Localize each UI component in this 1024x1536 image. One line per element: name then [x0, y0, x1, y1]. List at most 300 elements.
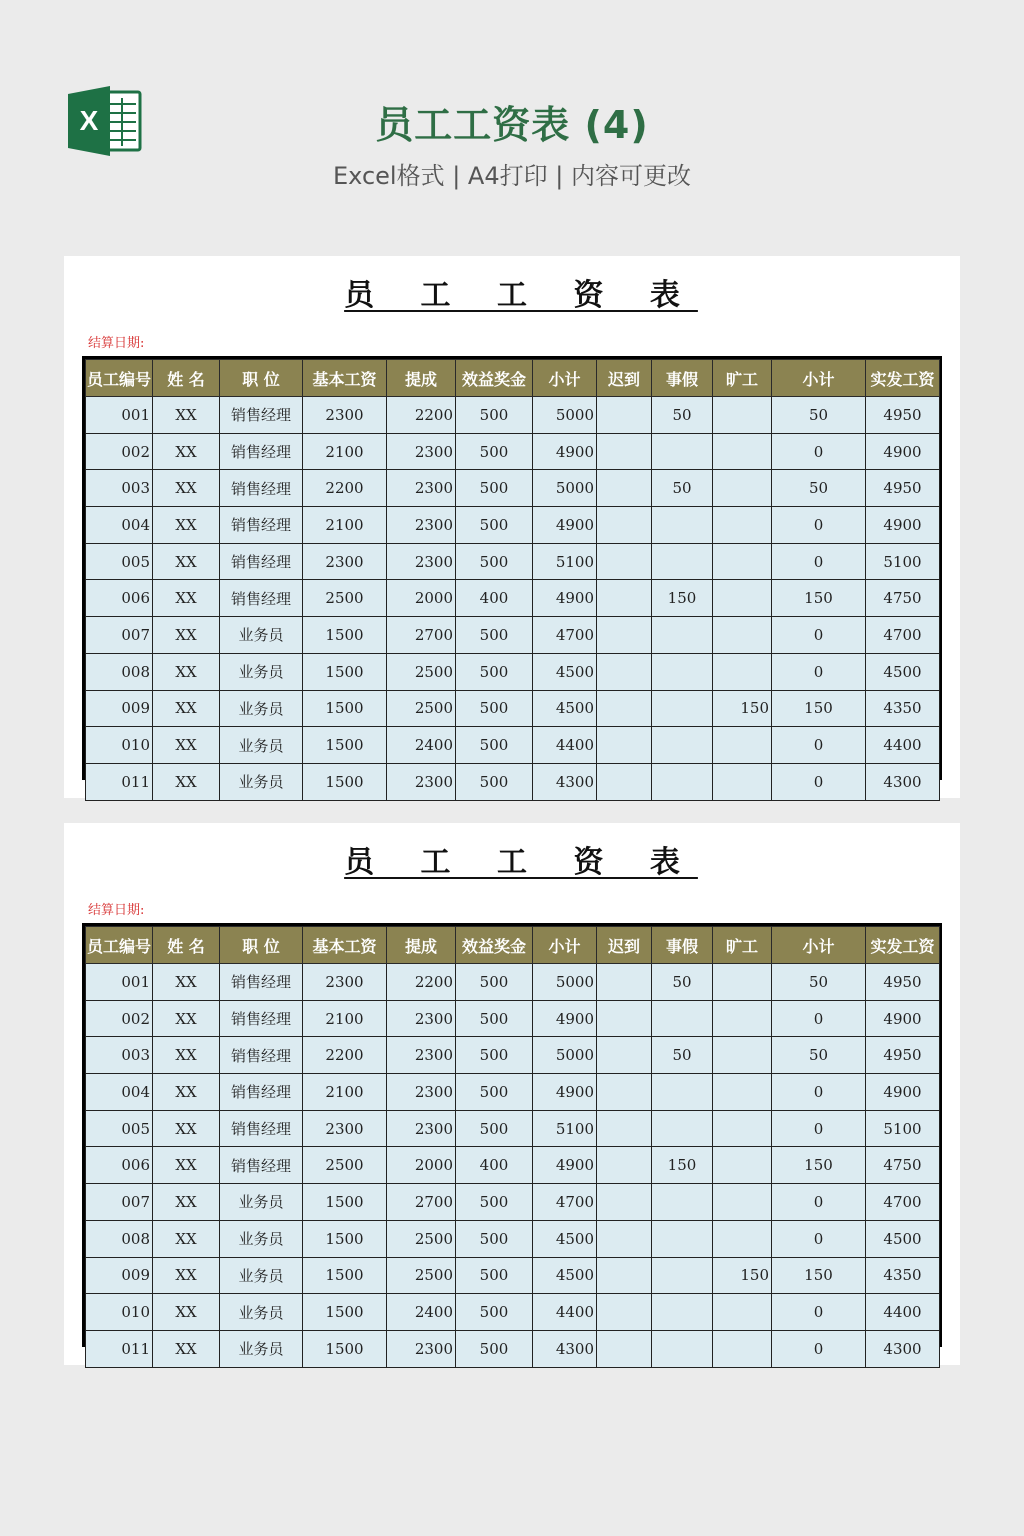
- table-cell[interactable]: 006: [86, 580, 153, 617]
- table-cell[interactable]: 2200: [303, 470, 387, 507]
- table-cell[interactable]: 2300: [387, 763, 456, 800]
- table-cell[interactable]: 销售经理: [220, 1000, 303, 1037]
- table-cell[interactable]: 007: [86, 617, 153, 654]
- table-cell[interactable]: 销售经理: [220, 1074, 303, 1111]
- table-cell[interactable]: [597, 1257, 652, 1294]
- table-cell[interactable]: 50: [652, 397, 713, 434]
- table-cell[interactable]: [713, 397, 772, 434]
- table-cell[interactable]: 销售经理: [220, 580, 303, 617]
- table-cell[interactable]: [597, 964, 652, 1001]
- column-header: 提成: [387, 927, 456, 964]
- table-cell[interactable]: 50: [772, 470, 866, 507]
- table-cell[interactable]: 001: [86, 964, 153, 1001]
- page-subtitle: Excel格式 | A4打印 | 内容可更改: [333, 162, 691, 190]
- table-row: [86, 470, 940, 507]
- table-cell[interactable]: 4300: [533, 763, 597, 800]
- table-cell[interactable]: XX: [153, 543, 220, 580]
- table-cell[interactable]: 4900: [533, 507, 597, 544]
- table-cell[interactable]: 500: [456, 1294, 533, 1331]
- table-cell[interactable]: XX: [153, 964, 220, 1001]
- table-cell[interactable]: 010: [86, 1294, 153, 1331]
- table-cell[interactable]: [597, 727, 652, 764]
- table-cell[interactable]: 4500: [533, 653, 597, 690]
- table-cell[interactable]: 0: [772, 1184, 866, 1221]
- table-cell[interactable]: XX: [153, 1330, 220, 1367]
- table-cell[interactable]: [713, 1037, 772, 1074]
- table-cell[interactable]: 2000: [387, 580, 456, 617]
- table-cell[interactable]: 2400: [387, 727, 456, 764]
- table-cell[interactable]: [713, 1147, 772, 1184]
- table-cell[interactable]: 销售经理: [220, 507, 303, 544]
- table-cell[interactable]: [597, 1147, 652, 1184]
- table-cell[interactable]: 2300: [303, 964, 387, 1001]
- table-cell[interactable]: 008: [86, 653, 153, 690]
- column-header: 迟到: [597, 360, 652, 397]
- table-cell[interactable]: 4500: [866, 1220, 940, 1257]
- table-cell[interactable]: 1500: [303, 1257, 387, 1294]
- table-cell[interactable]: [652, 1294, 713, 1331]
- table-cell[interactable]: 4400: [533, 727, 597, 764]
- table-cell[interactable]: 5000: [533, 1037, 597, 1074]
- table-cell[interactable]: [597, 1110, 652, 1147]
- column-header: 员工编号: [86, 360, 153, 397]
- table-cell[interactable]: 002: [86, 433, 153, 470]
- table-cell[interactable]: 2500: [303, 1147, 387, 1184]
- table-cell[interactable]: 2300: [303, 397, 387, 434]
- table-cell[interactable]: 2300: [387, 1074, 456, 1111]
- table-cell[interactable]: 销售经理: [220, 1147, 303, 1184]
- table-row: [86, 580, 940, 617]
- table-cell[interactable]: 50: [652, 964, 713, 1001]
- salary-table-container: [82, 923, 942, 1359]
- table-cell[interactable]: 2700: [387, 1184, 456, 1221]
- column-header: 旷工: [713, 360, 772, 397]
- table-cell[interactable]: 500: [456, 1330, 533, 1367]
- table-cell[interactable]: 50: [772, 1037, 866, 1074]
- table-cell[interactable]: [652, 1257, 713, 1294]
- column-header: 小计: [772, 927, 866, 964]
- table-cell[interactable]: 4900: [533, 1074, 597, 1111]
- table-cell[interactable]: 0: [772, 653, 866, 690]
- table-cell[interactable]: 5000: [533, 964, 597, 1001]
- column-header: 实发工资: [866, 927, 940, 964]
- table-cell[interactable]: 业务员: [220, 617, 303, 654]
- table-cell[interactable]: 0: [772, 1220, 866, 1257]
- table-cell[interactable]: 500: [456, 543, 533, 580]
- table-cell[interactable]: [652, 433, 713, 470]
- table-cell[interactable]: 业务员: [220, 727, 303, 764]
- table-cell[interactable]: XX: [153, 617, 220, 654]
- table-cell[interactable]: 1500: [303, 1184, 387, 1221]
- table-cell[interactable]: 500: [456, 617, 533, 654]
- table-cell[interactable]: 500: [456, 1220, 533, 1257]
- table-cell[interactable]: 1500: [303, 727, 387, 764]
- table-cell[interactable]: 销售经理: [220, 964, 303, 1001]
- column-header: 小计: [533, 927, 597, 964]
- table-cell[interactable]: XX: [153, 433, 220, 470]
- table-cell[interactable]: 2500: [387, 653, 456, 690]
- table-cell[interactable]: 003: [86, 1037, 153, 1074]
- table-cell[interactable]: [652, 617, 713, 654]
- table-cell[interactable]: 4700: [866, 1184, 940, 1221]
- table-cell[interactable]: [713, 727, 772, 764]
- table-cell[interactable]: 0: [772, 1294, 866, 1331]
- table-cell[interactable]: 150: [772, 580, 866, 617]
- table-cell[interactable]: [652, 1000, 713, 1037]
- table-cell[interactable]: [652, 1220, 713, 1257]
- table-cell[interactable]: [597, 617, 652, 654]
- table-cell[interactable]: 500: [456, 1037, 533, 1074]
- table-cell[interactable]: [652, 727, 713, 764]
- table-cell[interactable]: 400: [456, 1147, 533, 1184]
- table-cell[interactable]: 4900: [866, 433, 940, 470]
- table-cell[interactable]: 150: [713, 690, 772, 727]
- table-cell[interactable]: 009: [86, 690, 153, 727]
- table-cell[interactable]: 500: [456, 433, 533, 470]
- table-cell[interactable]: 005: [86, 1110, 153, 1147]
- table-cell[interactable]: 500: [456, 397, 533, 434]
- table-cell[interactable]: XX: [153, 580, 220, 617]
- table-cell[interactable]: 006: [86, 1147, 153, 1184]
- table-cell[interactable]: [713, 1220, 772, 1257]
- table-row: [86, 1074, 940, 1111]
- table-cell[interactable]: 010: [86, 727, 153, 764]
- table-cell[interactable]: 1500: [303, 653, 387, 690]
- table-cell[interactable]: 009: [86, 1257, 153, 1294]
- table-cell[interactable]: 0: [772, 1074, 866, 1111]
- table-cell[interactable]: [597, 1184, 652, 1221]
- column-header: 效益奖金: [456, 360, 533, 397]
- salary-sheet-2: [64, 823, 960, 1365]
- table-row: [86, 1037, 940, 1074]
- table-cell[interactable]: 500: [456, 763, 533, 800]
- table-cell[interactable]: 50: [652, 470, 713, 507]
- table-cell[interactable]: 2100: [303, 433, 387, 470]
- table-cell[interactable]: XX: [153, 690, 220, 727]
- table-cell[interactable]: 500: [456, 470, 533, 507]
- table-cell[interactable]: 业务员: [220, 653, 303, 690]
- table-cell[interactable]: 005: [86, 543, 153, 580]
- table-cell[interactable]: 2500: [387, 690, 456, 727]
- table-cell[interactable]: [713, 1110, 772, 1147]
- table-cell[interactable]: 011: [86, 763, 153, 800]
- table-cell[interactable]: [713, 964, 772, 1001]
- table-cell[interactable]: 4900: [533, 433, 597, 470]
- column-header: 小计: [772, 360, 866, 397]
- table-cell[interactable]: [597, 653, 652, 690]
- table-cell[interactable]: 150: [772, 1257, 866, 1294]
- table-cell[interactable]: [597, 1074, 652, 1111]
- table-cell[interactable]: [713, 1294, 772, 1331]
- table-cell[interactable]: 4350: [866, 1257, 940, 1294]
- column-header: 基本工资: [303, 927, 387, 964]
- table-cell[interactable]: 4500: [866, 653, 940, 690]
- table-cell[interactable]: 004: [86, 1074, 153, 1111]
- table-cell[interactable]: 2500: [387, 1257, 456, 1294]
- salary-table: [85, 359, 940, 801]
- table-cell[interactable]: XX: [153, 507, 220, 544]
- table-cell[interactable]: 5100: [533, 1110, 597, 1147]
- table-cell[interactable]: 销售经理: [220, 1110, 303, 1147]
- table-cell[interactable]: 0: [772, 543, 866, 580]
- table-cell[interactable]: 4350: [866, 690, 940, 727]
- table-cell[interactable]: 销售经理: [220, 470, 303, 507]
- table-cell[interactable]: [713, 507, 772, 544]
- table-cell[interactable]: [713, 1330, 772, 1367]
- table-cell[interactable]: [597, 543, 652, 580]
- table-cell[interactable]: XX: [153, 470, 220, 507]
- table-cell[interactable]: 业务员: [220, 1257, 303, 1294]
- table-cell[interactable]: 001: [86, 397, 153, 434]
- table-cell[interactable]: 2300: [387, 507, 456, 544]
- table-cell[interactable]: 2200: [387, 397, 456, 434]
- table-row: [86, 1147, 940, 1184]
- table-cell[interactable]: 4400: [866, 727, 940, 764]
- column-header: 基本工资: [303, 360, 387, 397]
- table-cell[interactable]: 500: [456, 1074, 533, 1111]
- table-cell[interactable]: [597, 1037, 652, 1074]
- table-cell[interactable]: 2300: [303, 1110, 387, 1147]
- table-cell[interactable]: [713, 1184, 772, 1221]
- table-cell[interactable]: 4500: [533, 1220, 597, 1257]
- table-cell[interactable]: 150: [652, 1147, 713, 1184]
- table-cell[interactable]: 业务员: [220, 690, 303, 727]
- table-cell[interactable]: 2000: [387, 1147, 456, 1184]
- table-cell[interactable]: XX: [153, 1037, 220, 1074]
- table-cell[interactable]: XX: [153, 1074, 220, 1111]
- table-cell[interactable]: 400: [456, 580, 533, 617]
- table-cell[interactable]: 011: [86, 1330, 153, 1367]
- table-cell[interactable]: 50: [772, 397, 866, 434]
- table-cell[interactable]: 销售经理: [220, 397, 303, 434]
- table-cell[interactable]: XX: [153, 1147, 220, 1184]
- table-cell[interactable]: 0: [772, 1110, 866, 1147]
- table-cell[interactable]: 2400: [387, 1294, 456, 1331]
- table-cell[interactable]: 2300: [387, 433, 456, 470]
- table-cell[interactable]: 1500: [303, 763, 387, 800]
- table-cell[interactable]: 4750: [866, 580, 940, 617]
- table-cell[interactable]: 0: [772, 1000, 866, 1037]
- table-cell[interactable]: 2300: [387, 1037, 456, 1074]
- column-header: 提成: [387, 360, 456, 397]
- table-cell[interactable]: XX: [153, 1110, 220, 1147]
- table-cell[interactable]: XX: [153, 397, 220, 434]
- table-row: [86, 1184, 940, 1221]
- table-cell[interactable]: [652, 763, 713, 800]
- table-cell[interactable]: 业务员: [220, 1330, 303, 1367]
- table-cell[interactable]: 150: [713, 1257, 772, 1294]
- table-cell[interactable]: 4900: [866, 507, 940, 544]
- table-cell[interactable]: 销售经理: [220, 543, 303, 580]
- table-cell[interactable]: 002: [86, 1000, 153, 1037]
- table-row: [86, 1330, 940, 1367]
- table-cell[interactable]: 2300: [387, 470, 456, 507]
- table-cell[interactable]: 4500: [533, 1257, 597, 1294]
- table-cell[interactable]: [713, 1074, 772, 1111]
- table-cell[interactable]: 2500: [387, 1220, 456, 1257]
- table-cell[interactable]: 销售经理: [220, 433, 303, 470]
- table-cell[interactable]: [597, 690, 652, 727]
- table-cell[interactable]: 4300: [866, 1330, 940, 1367]
- table-cell[interactable]: 2300: [387, 543, 456, 580]
- table-cell[interactable]: [713, 543, 772, 580]
- table-cell[interactable]: 500: [456, 690, 533, 727]
- table-cell[interactable]: 500: [456, 1184, 533, 1221]
- table-cell[interactable]: 5100: [533, 543, 597, 580]
- table-cell[interactable]: 1500: [303, 1330, 387, 1367]
- table-cell[interactable]: [597, 1294, 652, 1331]
- table-row: [86, 1110, 940, 1147]
- table-cell[interactable]: 2300: [303, 543, 387, 580]
- column-header: 小计: [533, 360, 597, 397]
- table-cell[interactable]: [713, 470, 772, 507]
- table-cell[interactable]: 2100: [303, 1074, 387, 1111]
- table-cell[interactable]: 0: [772, 507, 866, 544]
- table-cell[interactable]: 4300: [866, 763, 940, 800]
- table-cell[interactable]: [652, 507, 713, 544]
- table-cell[interactable]: XX: [153, 653, 220, 690]
- table-cell[interactable]: 500: [456, 1000, 533, 1037]
- table-cell[interactable]: 0: [772, 433, 866, 470]
- table-cell[interactable]: 5000: [533, 470, 597, 507]
- table-cell[interactable]: 业务员: [220, 1294, 303, 1331]
- table-cell[interactable]: [597, 433, 652, 470]
- table-cell[interactable]: 004: [86, 507, 153, 544]
- table-cell[interactable]: [652, 1330, 713, 1367]
- table-cell[interactable]: 2300: [387, 1000, 456, 1037]
- table-cell[interactable]: XX: [153, 1294, 220, 1331]
- table-row: [86, 763, 940, 800]
- table-cell[interactable]: 4900: [533, 1147, 597, 1184]
- page-title: 员工工资表 (4): [375, 103, 649, 147]
- table-cell[interactable]: XX: [153, 1000, 220, 1037]
- table-cell[interactable]: 2100: [303, 507, 387, 544]
- table-cell[interactable]: [713, 763, 772, 800]
- table-cell[interactable]: [652, 543, 713, 580]
- table-cell[interactable]: 150: [652, 580, 713, 617]
- table-cell[interactable]: 2200: [303, 1037, 387, 1074]
- table-cell[interactable]: 4900: [866, 1074, 940, 1111]
- table-cell[interactable]: 1500: [303, 1294, 387, 1331]
- table-cell[interactable]: 1500: [303, 690, 387, 727]
- table-cell[interactable]: 4700: [866, 617, 940, 654]
- table-cell[interactable]: 4950: [866, 397, 940, 434]
- table-cell[interactable]: 2700: [387, 617, 456, 654]
- table-cell[interactable]: 业务员: [220, 1184, 303, 1221]
- table-cell[interactable]: [597, 470, 652, 507]
- table-cell[interactable]: 4900: [866, 1000, 940, 1037]
- table-cell[interactable]: XX: [153, 727, 220, 764]
- table-cell[interactable]: 500: [456, 964, 533, 1001]
- column-header: 职 位: [220, 927, 303, 964]
- table-cell[interactable]: 5100: [866, 543, 940, 580]
- table-row: [86, 690, 940, 727]
- table-cell[interactable]: 008: [86, 1220, 153, 1257]
- table-cell[interactable]: 4950: [866, 1037, 940, 1074]
- table-cell[interactable]: 4950: [866, 470, 940, 507]
- table-cell[interactable]: XX: [153, 763, 220, 800]
- table-cell[interactable]: 5100: [866, 1110, 940, 1147]
- table-cell[interactable]: [713, 433, 772, 470]
- table-cell[interactable]: 003: [86, 470, 153, 507]
- table-cell[interactable]: 4500: [533, 690, 597, 727]
- table-cell[interactable]: 1500: [303, 1220, 387, 1257]
- table-cell[interactable]: 4700: [533, 1184, 597, 1221]
- table-cell[interactable]: 2300: [387, 1330, 456, 1367]
- table-cell[interactable]: 500: [456, 1257, 533, 1294]
- table-cell[interactable]: 2500: [303, 580, 387, 617]
- table-cell[interactable]: 4900: [533, 1000, 597, 1037]
- table-cell[interactable]: [713, 653, 772, 690]
- table-cell[interactable]: 50: [652, 1037, 713, 1074]
- table-cell[interactable]: [597, 397, 652, 434]
- table-cell[interactable]: 4400: [866, 1294, 940, 1331]
- table-cell[interactable]: [597, 763, 652, 800]
- table-cell[interactable]: [597, 580, 652, 617]
- table-cell[interactable]: [652, 690, 713, 727]
- column-header: 姓 名: [153, 360, 220, 397]
- table-cell[interactable]: [597, 1000, 652, 1037]
- table-cell[interactable]: 0: [772, 727, 866, 764]
- table-cell[interactable]: 500: [456, 653, 533, 690]
- table-cell[interactable]: 2100: [303, 1000, 387, 1037]
- table-cell[interactable]: [597, 1220, 652, 1257]
- table-cell[interactable]: 业务员: [220, 1220, 303, 1257]
- table-cell[interactable]: 5000: [533, 397, 597, 434]
- table-cell[interactable]: 150: [772, 690, 866, 727]
- column-header: 姓 名: [153, 927, 220, 964]
- table-cell[interactable]: 007: [86, 1184, 153, 1221]
- table-cell[interactable]: [652, 653, 713, 690]
- table-cell[interactable]: 0: [772, 617, 866, 654]
- table-cell[interactable]: 4300: [533, 1330, 597, 1367]
- table-cell[interactable]: 50: [772, 964, 866, 1001]
- table-cell[interactable]: 2300: [387, 1110, 456, 1147]
- table-cell[interactable]: 150: [772, 1147, 866, 1184]
- table-cell[interactable]: 4750: [866, 1147, 940, 1184]
- table-cell[interactable]: [713, 580, 772, 617]
- table-row: [86, 507, 940, 544]
- table-row: [86, 1257, 940, 1294]
- table-cell[interactable]: 500: [456, 1110, 533, 1147]
- table-cell[interactable]: 500: [456, 507, 533, 544]
- table-cell[interactable]: 4700: [533, 617, 597, 654]
- table-cell[interactable]: [597, 1330, 652, 1367]
- table-cell[interactable]: 业务员: [220, 763, 303, 800]
- table-cell[interactable]: 1500: [303, 617, 387, 654]
- table-cell[interactable]: 销售经理: [220, 1037, 303, 1074]
- table-cell[interactable]: XX: [153, 1184, 220, 1221]
- table-cell[interactable]: [652, 1074, 713, 1111]
- sheet-title: 员 工 工 资 表: [344, 845, 698, 880]
- table-cell[interactable]: 0: [772, 763, 866, 800]
- table-cell[interactable]: 4900: [533, 580, 597, 617]
- table-cell[interactable]: [713, 1000, 772, 1037]
- table-cell[interactable]: [597, 507, 652, 544]
- table-cell[interactable]: XX: [153, 1257, 220, 1294]
- settle-date-label: 结算日期:: [88, 903, 145, 918]
- table-cell[interactable]: [713, 617, 772, 654]
- table-cell[interactable]: 4950: [866, 964, 940, 1001]
- table-cell[interactable]: [652, 1110, 713, 1147]
- table-cell[interactable]: 2200: [387, 964, 456, 1001]
- table-row: [86, 617, 940, 654]
- table-cell[interactable]: 0: [772, 1330, 866, 1367]
- table-cell[interactable]: 500: [456, 727, 533, 764]
- table-cell[interactable]: [652, 1184, 713, 1221]
- table-cell[interactable]: XX: [153, 1220, 220, 1257]
- table-cell[interactable]: 4400: [533, 1294, 597, 1331]
